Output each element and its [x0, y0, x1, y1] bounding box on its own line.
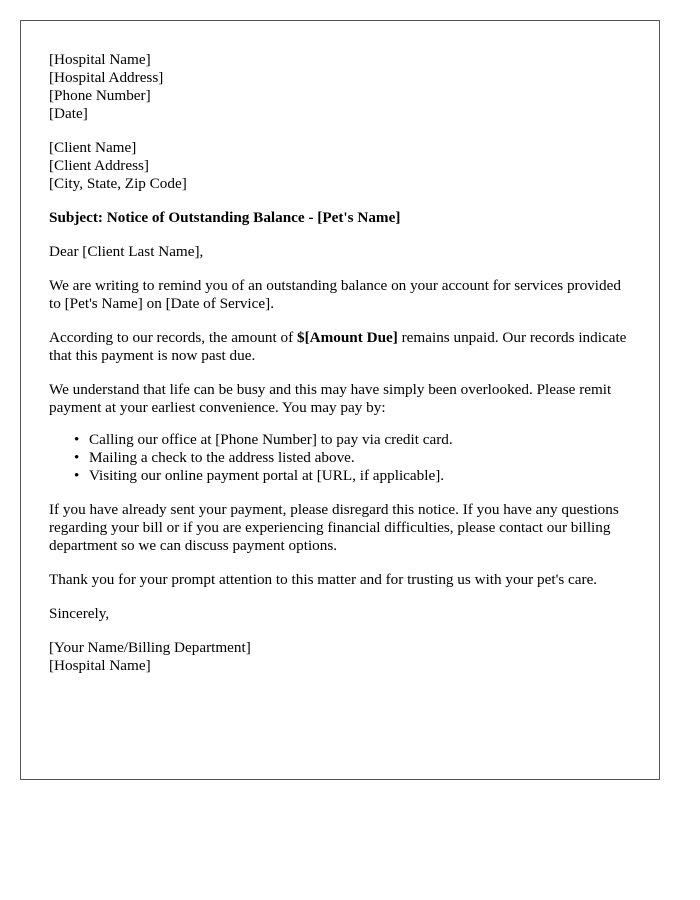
- sender-block: [49, 51, 631, 123]
- letter-page: [20, 20, 660, 780]
- payment-option-text: Visiting our online payment portal at [URL, if applicable].: [89, 467, 445, 484]
- recipient-client-name: [Client Name]: [49, 139, 137, 156]
- payment-options-list: [49, 431, 631, 485]
- sender-hospital-name: [Hospital Name]: [49, 51, 151, 68]
- paragraph-amount-after: remains unpaid. Our records indicate that this payment is now past due.: [49, 329, 627, 364]
- closing: Sincerely,: [49, 605, 110, 622]
- list-item: [74, 431, 631, 449]
- paragraph-payment-intro: We understand that life can be busy and this may have simply been overlooked. Please remit payment at your earliest convenience. You may pay by:: [49, 381, 612, 416]
- payment-option-text: Calling our office at [Phone Number] to pay via credit card.: [89, 431, 453, 448]
- sender-phone-number: [Phone Number]: [49, 87, 151, 104]
- bullet-icon: •: [74, 467, 80, 484]
- sender-hospital-address: [Hospital Address]: [49, 69, 164, 86]
- recipient-city-state-zip: [City, State, Zip Code]: [49, 175, 187, 192]
- bullet-icon: •: [74, 449, 80, 466]
- signature-block: [49, 639, 631, 675]
- recipient-client-address: [Client Address]: [49, 157, 149, 174]
- paragraph-thank-you: Thank you for your prompt attention to this matter and for trusting us with your pet's care.: [49, 571, 598, 588]
- letter-date: [Date]: [49, 105, 88, 122]
- paragraph-amount: [49, 329, 631, 365]
- subject-line: Subject: Notice of Outstanding Balance - [Pet's Name]: [49, 209, 401, 226]
- list-item: [74, 467, 631, 485]
- paragraph-amount-before: According to our records, the amount of: [49, 329, 297, 346]
- signature-hospital: [Hospital Name]: [49, 657, 151, 674]
- paragraph-reminder: We are writing to remind you of an outstanding balance on your account for services provided to [Pet's Name] on [Date of Service].: [49, 277, 621, 312]
- paragraph-already-paid: If you have already sent your payment, please disregard this notice. If you have any questions regarding your bill or if you are experiencing financial difficulties, please contact our billing department so we can discuss payment options.: [49, 501, 619, 554]
- payment-option-text: Mailing a check to the address listed above.: [89, 449, 355, 466]
- amount-due: $[Amount Due]: [297, 329, 398, 346]
- list-item: [74, 449, 631, 467]
- salutation: Dear [Client Last Name],: [49, 243, 204, 260]
- signature-name: [Your Name/Billing Department]: [49, 639, 251, 656]
- recipient-block: [49, 139, 631, 193]
- bullet-icon: •: [74, 431, 80, 448]
